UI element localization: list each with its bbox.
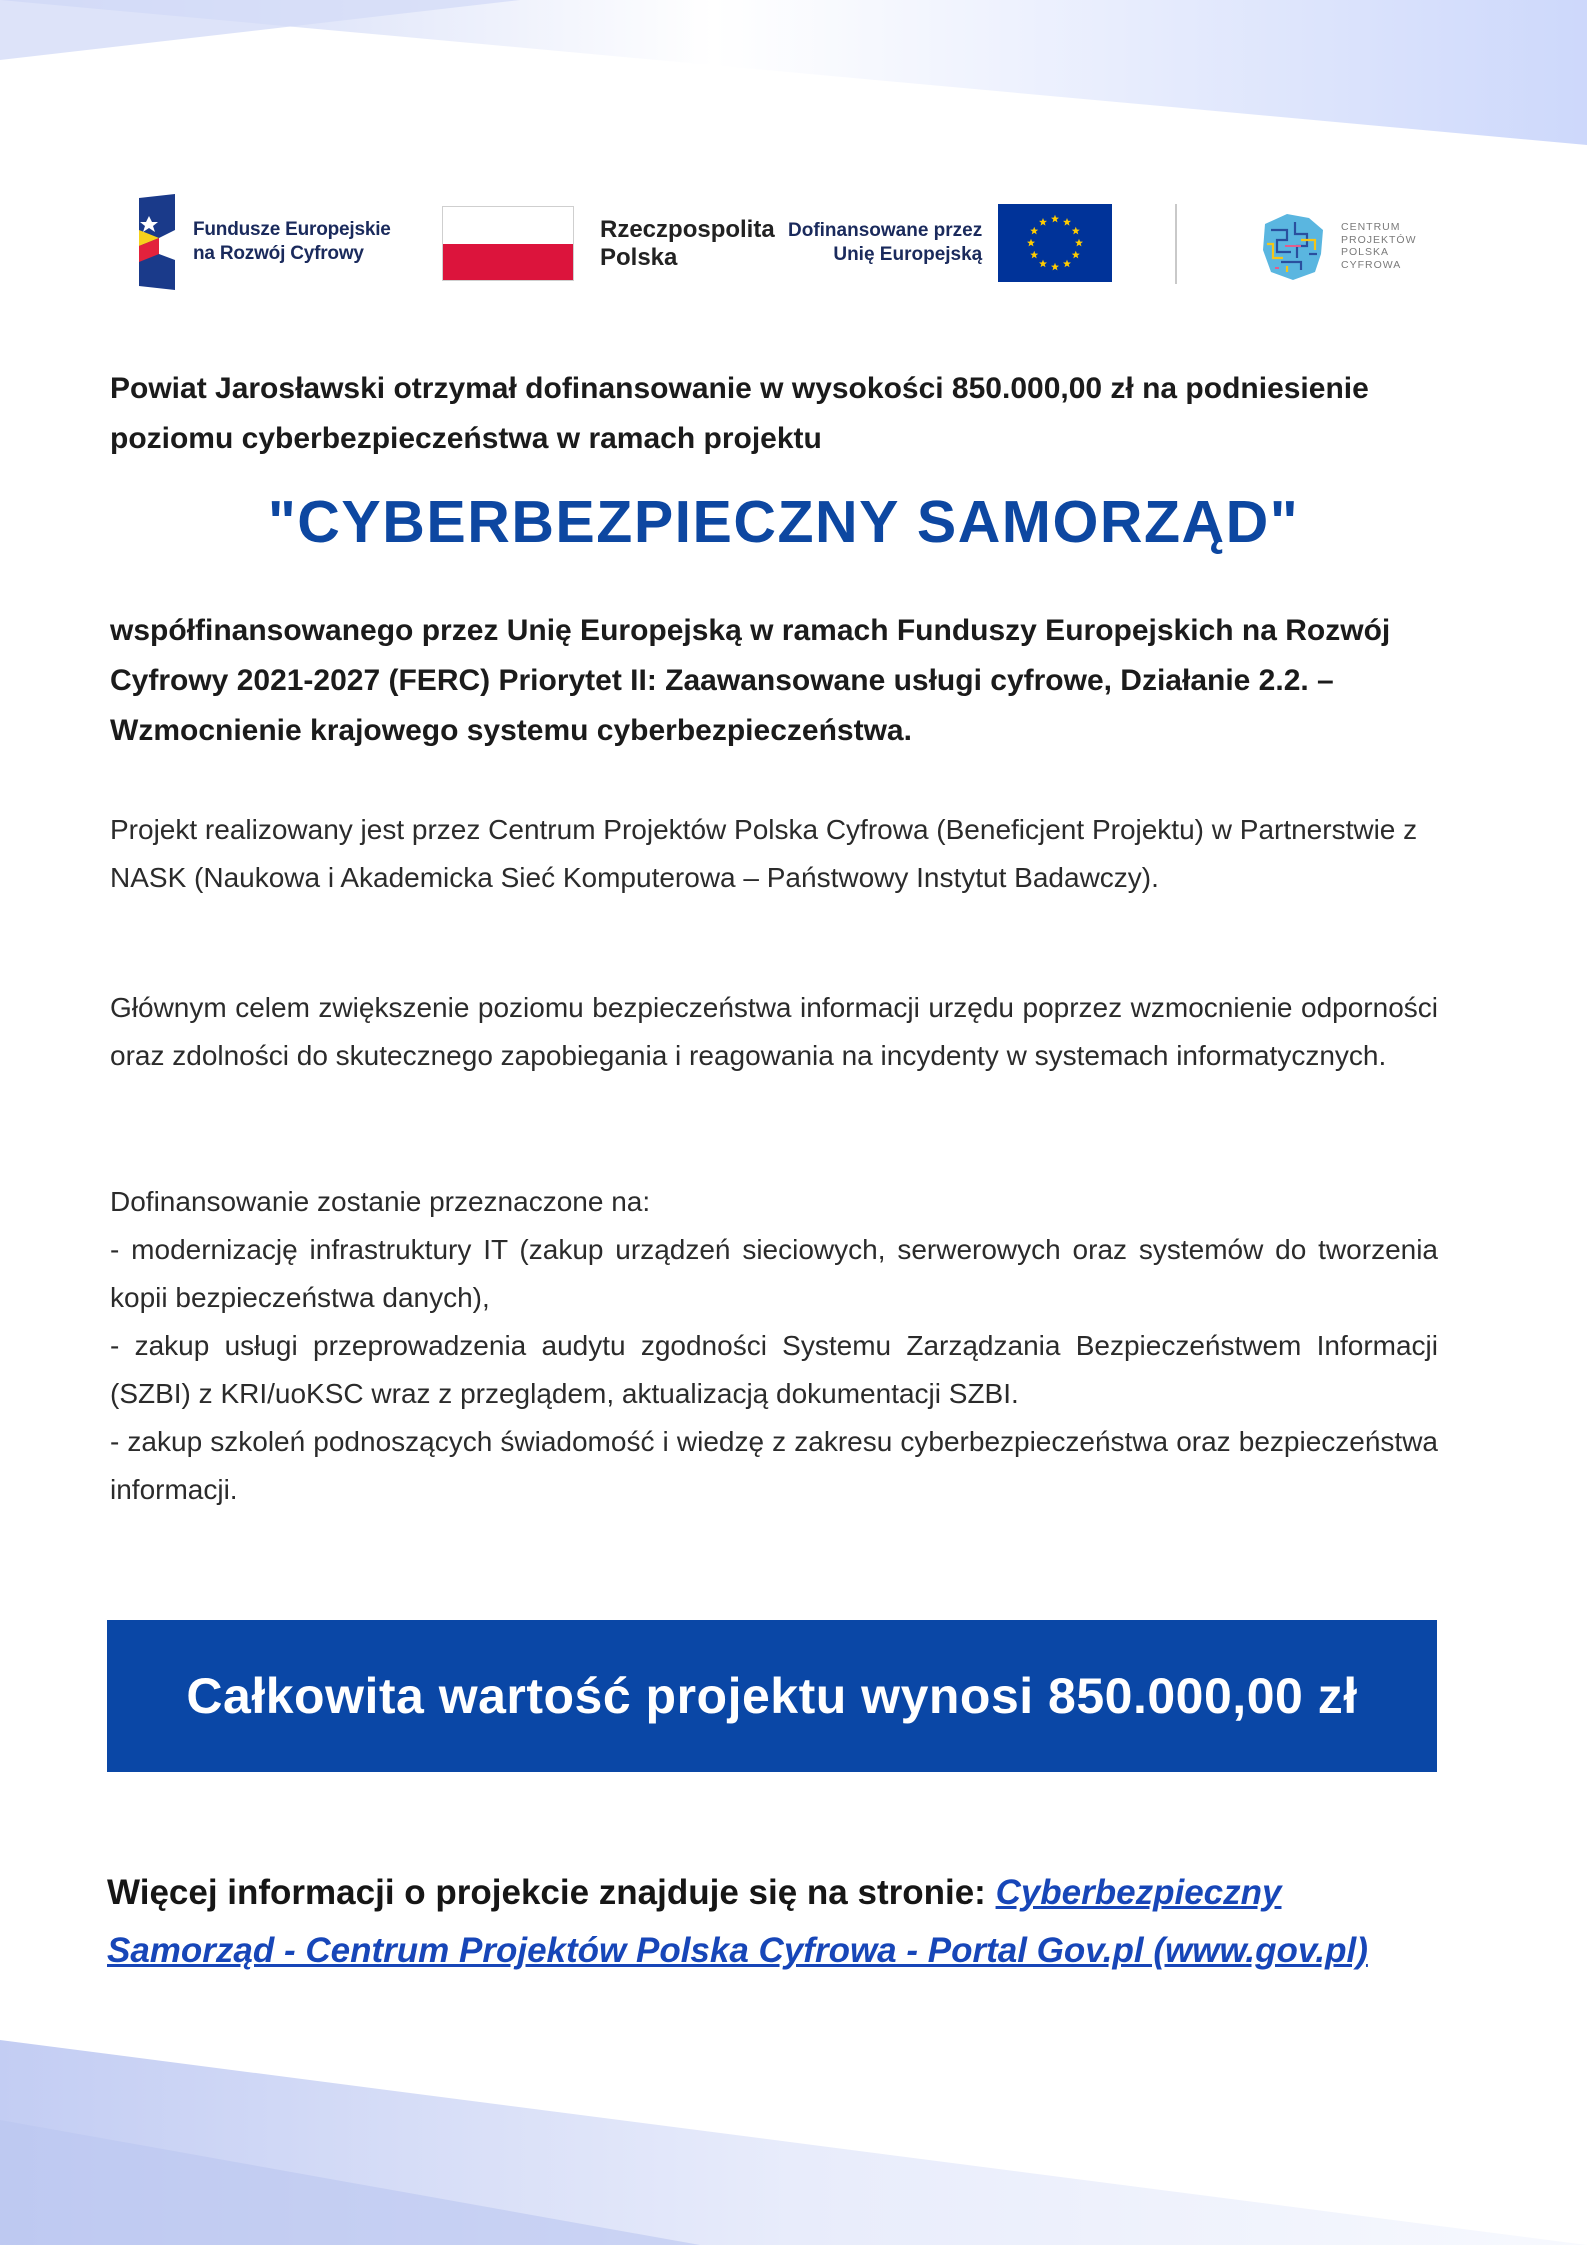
project-website-link[interactable]: Cyberbezpieczny Samorząd - Centrum Projektów Polska Cyfrowa - Portal Gov.pl (www.gov.pl) (107, 1873, 1368, 1970)
logo-bar (0, 180, 1587, 320)
total-value-banner (107, 1620, 1437, 1772)
goal-paragraph: Głównym celem zwiększenie poziomu bezpieczeństwa informacji urzędu poprzez wzmocnienie odporności oraz zdolności do skutecznego zapobiegania i reagowania na incydenty w systemach informatycznych. (110, 992, 1438, 1071)
cp-line1: CENTRUM (1341, 221, 1401, 233)
intro-text: Powiat Jarosławski otrzymał dofinansowanie w wysokości 850.000,00 zł na podniesienie poziomu cyberbezpieczeństwa w ramach projektu (110, 372, 1369, 455)
fe-line1: Fundusze Europejskie (193, 219, 391, 240)
rp-line2: Polska (600, 243, 678, 271)
logo-divider (1175, 204, 1177, 284)
ue-line1: Dofinansowane przez (788, 220, 983, 241)
more-info-prefix: Więcej informacji o projekcie znajduje się na stronie: (107, 1873, 996, 1912)
cp-line2: PROJEKTÓW (1341, 233, 1417, 246)
fe-line2: na Rozwój Cyfrowy (193, 243, 364, 264)
eu-logo (788, 204, 1112, 282)
allocation-section (110, 1178, 1438, 1514)
eu-flag-icon (998, 204, 1112, 282)
implementation-paragraph: Projekt realizowany jest przez Centrum Projektów Polska Cyfrowa (Beneficjent Projektu) w Partnerstwie z NASK (Naukowa i Akademicka Sieć Komputerowa – Państwowy Instytut Badawczy). (110, 814, 1418, 893)
fundusze-europejskie-logo (135, 190, 391, 294)
more-info (107, 1864, 1447, 1980)
polish-flag-icon (442, 206, 574, 281)
allocation-item: - zakup szkoleń podnoszących świadomość i wiedzę z zakresu cyberbezpieczeństwa oraz bezpieczeństwa informacji. (110, 1426, 1438, 1505)
project-headline (0, 488, 1587, 556)
allocation-heading: Dofinansowanie zostanie przeznaczone na: (110, 1186, 651, 1217)
allocation-item: - zakup usługi przeprowadzenia audytu zgodności Systemu Zarządzania Bezpieczeństwem Informacji (SZBI) z KRI/uoKSC wraz z przeglądem, aktualizacją dokumentacji SZBI. (110, 1330, 1438, 1409)
headline-text: "CYBERBEZPIECZNY SAMORZĄD" (267, 489, 1300, 555)
total-value-text: Całkowita wartość projektu wynosi 850.000,00 zł (186, 1668, 1358, 1724)
fe-mark-icon (135, 190, 181, 294)
centrum-projektow-logo (1257, 210, 1417, 282)
cp-line3: POLSKA (1341, 246, 1390, 258)
top-decoration (0, 0, 1587, 150)
bottom-decoration (0, 2040, 1587, 2245)
allocation-item: - modernizację infrastruktury IT (zakup urządzeń sieciowych, serwerowych oraz systemów do tworzenia kopii bezpieczeństwa danych), (110, 1234, 1438, 1313)
rp-line1: Rzeczpospolita (600, 215, 775, 243)
ue-line2: Unię Europejską (833, 244, 983, 265)
rzeczpospolita-logo (442, 206, 775, 281)
cofinancing-text: współfinansowanego przez Unię Europejską w ramach Funduszy Europejskich na Rozwój Cyfrowy 2021-2027 (FERC) Priorytet II: Zaawansowane usługi cyfrowe, Działanie 2.2. – Wzmocnienie krajowego systemu cyberbezpieczeństwa. (110, 614, 1391, 747)
cppc-map-icon (1257, 210, 1329, 282)
cp-line4: CYFROWA (1341, 258, 1402, 271)
